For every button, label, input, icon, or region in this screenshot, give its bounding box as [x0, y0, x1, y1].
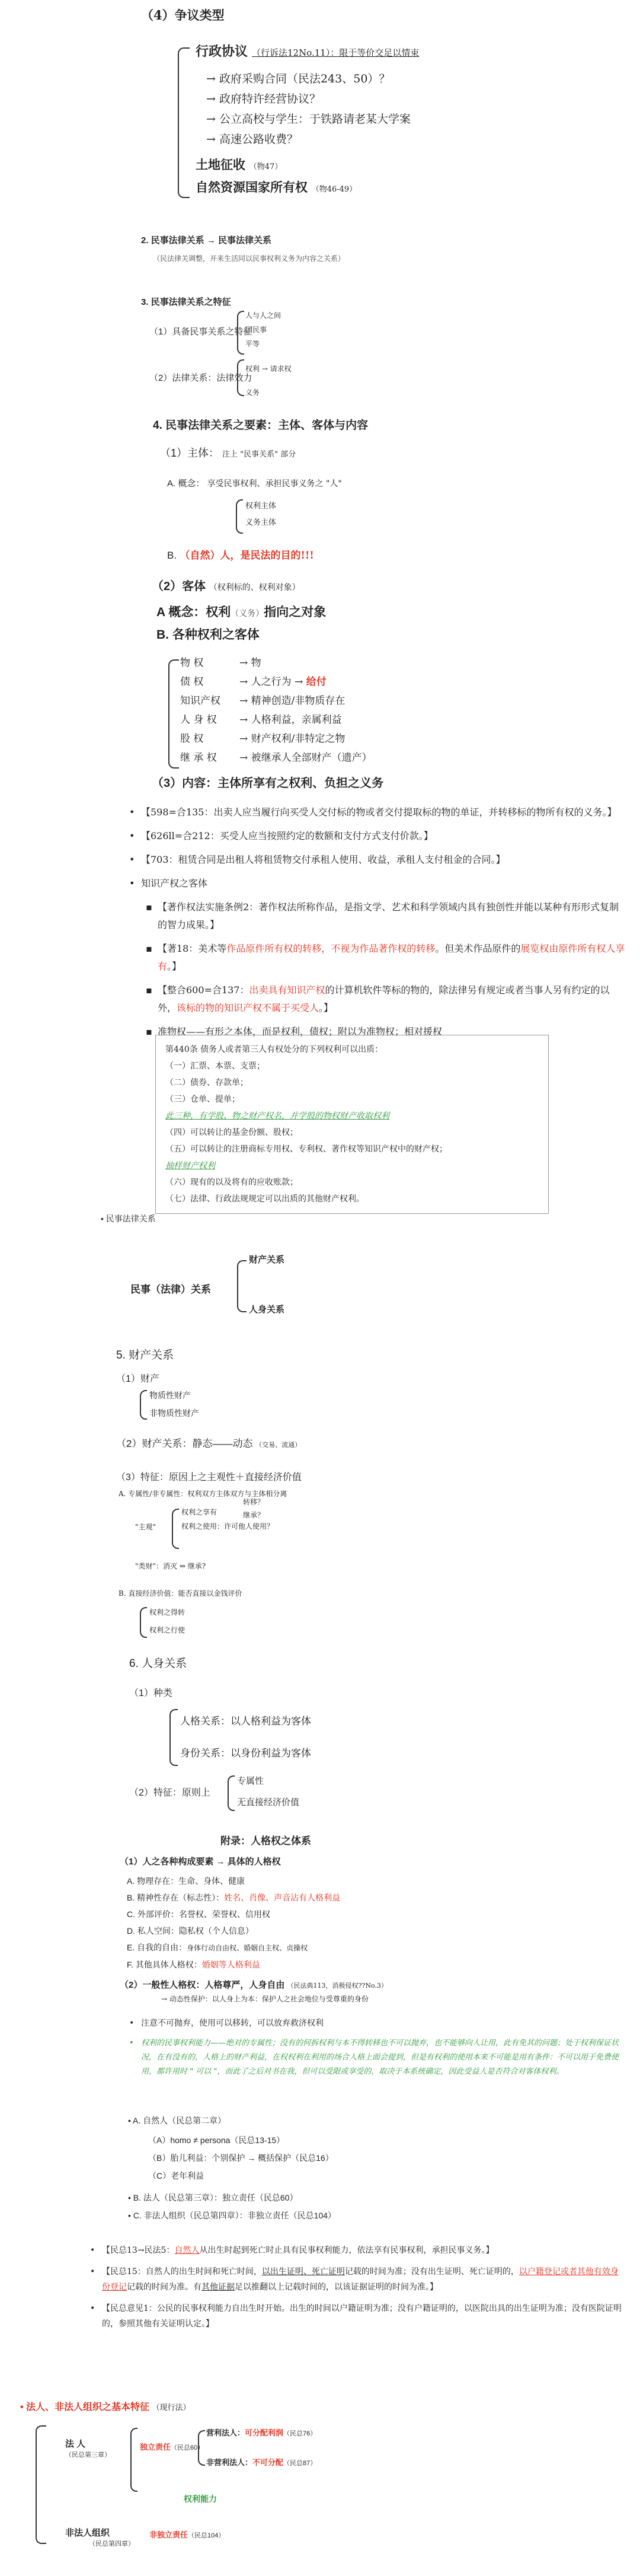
text: 足以推翻以上记载时间的，以该证据证明的时间为准。】: [235, 2282, 438, 2292]
admin-agreement-items: [206, 69, 411, 149]
subject-a-head: A. 自然人（民总第二章）: [133, 2116, 226, 2125]
subject-b-head: B. 法人（民总第三章）：独立责任（民总60）: [133, 2193, 298, 2202]
section-personality-rights: [0, 1826, 640, 2242]
list-item: 人格关系：以人格利益为客体: [180, 1716, 311, 1727]
right-name: 物 权: [180, 657, 204, 669]
right-name: 人 身 权: [180, 714, 217, 726]
brace: [168, 659, 179, 769]
economic-value-items: [149, 1603, 185, 1639]
subject-a: • A. 自然人（民总第二章）: [128, 2116, 226, 2125]
element-text: 身体行动自由权、婚姻自主权、贞操权: [187, 1944, 308, 1952]
subject-items: [245, 498, 276, 531]
list-item: （A）homo ≠ persona（民总13-15）: [148, 2135, 285, 2145]
article-head: 第440条 债务人或者第三人有权处分的下列权利可以出质：: [165, 1045, 383, 1054]
admin-agreement: 行政协议: [196, 44, 248, 59]
subject-b: • B. 法人（民总第三章）：独立责任（民总60）: [128, 2193, 298, 2202]
law-person: [65, 2437, 111, 2459]
list-item: 人与人之间: [245, 311, 281, 320]
text: 记载的时间为准。有: [127, 2282, 201, 2292]
article-annotation: 此三种，有学股、物之财产权名，并学股的物权财产收取权利: [165, 1111, 389, 1121]
section-title: 5. 财产关系: [116, 1349, 174, 1362]
element-row: [127, 1956, 340, 1973]
article-item: （五）可以转让的注册商标专用权、专利权、著作权等知识产权中的财产权；: [165, 1144, 447, 1154]
text-note: （民总76）: [283, 2430, 317, 2437]
for-profit: [206, 2427, 316, 2438]
non-profit: [206, 2456, 316, 2467]
exclusivity-left-2: "类财"：消灭 ⇔ 继承?: [135, 1562, 206, 1570]
section-dispute-types: [0, 0, 640, 196]
section-elements: [0, 415, 640, 795]
general-note: （民法典113，消极侵权??No.3）: [287, 1982, 388, 1990]
brace: [236, 499, 243, 534]
admin-agreement-note: （行诉法12No.11）：限于等价交足以情束: [252, 47, 420, 58]
kinds-label: （1）种类: [129, 1688, 172, 1698]
purpose-label: B.: [167, 550, 177, 561]
concept-label: A. 概念：: [167, 479, 205, 489]
section-civil-relation: [0, 225, 640, 415]
feature-2-items: [245, 357, 292, 404]
general-sub: → 动态性保护：以人身上为本：保护人之社会地位与受尊重的身份: [161, 1995, 369, 2003]
highlight: 作品原件所有权的转移，不视为作品著作权的转移: [226, 943, 436, 954]
property-relation-row: [116, 1435, 301, 1450]
section-property-relation: [0, 1340, 640, 1649]
element-text: 姓名、肖像、声音沾有人格利益: [224, 1893, 341, 1902]
ip-object-list: [145, 898, 626, 1041]
right-object: → 物: [239, 657, 261, 669]
list-item: • 【民总意见1：公民的民事权利能力自出生时开始。出生的时间以户籍证明为准；没有户籍证明的，以医院出具的出生证明为准；没有医院证明的，参照其他有关证明认定。】: [89, 2301, 622, 2332]
text: 记载的时间为准；没有出生证明、死亡证明的，: [344, 2267, 519, 2277]
right-object: → 被继承人全部财产（遗产）: [239, 752, 372, 764]
list-item: 无直接经济价值: [237, 1797, 300, 1807]
right-object: → 精神创造/非物质存在: [239, 695, 345, 707]
element-label: C. 外部评价：: [127, 1909, 179, 1919]
list-item: ▪ 准物权——有形之本体，而是权利，债权；附以为准物权；相对援权: [145, 1023, 626, 1041]
text: 独立责任: [140, 2443, 171, 2451]
section-pledge-article: [0, 1035, 640, 1331]
diagram-branch-top: 财产关系: [249, 1254, 285, 1265]
title-note: （现行法）: [152, 2403, 191, 2412]
list-item: 国民事: [245, 326, 267, 334]
statute-list: [128, 804, 626, 892]
brace: [237, 359, 244, 396]
object-note: （权利标的、权利对象）: [209, 583, 300, 592]
list-item: → 高速公路收费？: [206, 133, 298, 146]
subject-c-head: C. 非法人组织（民总第四章）：非独立责任（民总104）: [133, 2211, 337, 2220]
diagram-root: 民事（法律）关系: [130, 1284, 211, 1296]
capacity-label: 权利能力: [184, 2494, 217, 2504]
element-row: [127, 1923, 340, 1939]
element-text: 生命、身体、健康: [178, 1876, 245, 1886]
list-item: → 政府采购合同（民法243、50）？: [206, 72, 391, 85]
highlight: 不可分配: [252, 2458, 284, 2467]
object-concept: A 概念：权利: [156, 605, 231, 619]
heading-2: 2. 民事法律关系 → 民事法律关系: [141, 235, 272, 246]
right-object: → 人格利益，亲属利益: [239, 714, 342, 726]
right-object-highlight: 给付: [306, 676, 327, 688]
concept-text: 享受民事权利、承担民事义务之 "人": [207, 479, 342, 489]
brace: [172, 1509, 179, 1549]
right-name: 股 权: [180, 733, 204, 745]
list-item: ▪ 【著作权法实施条例2：著作权法所称作品，是指文学、艺术和科学领域内具有独创性并能以某种有形形式复制的智力成果。】: [145, 898, 626, 934]
section-personal-relation: [0, 1654, 640, 1821]
list-item: → 政府特许经营协议？: [206, 93, 321, 106]
subject-a-items: [148, 2131, 334, 2185]
object-label: （2）客体: [152, 580, 206, 593]
section-title: 附录：人格权之体系: [220, 1835, 311, 1847]
heading-2-note: （民法律关调整，开来生活同以民事权利义务为内容之关系）: [153, 254, 345, 263]
mini-heading: • 民事法律关系: [101, 1214, 156, 1223]
quote-list: [89, 2243, 622, 2332]
exclusivity-row: A. 专属性/非专属性：权利双方主体双方与主体相分离: [119, 1490, 287, 1498]
text: 营利法人：: [206, 2428, 245, 2437]
section-title: （4）争议类型: [141, 8, 225, 23]
object-concept-end: 指向之对象: [264, 605, 327, 619]
right-object: → 人之行为 →: [239, 676, 303, 688]
general-label: （2）一般性人格权：人格尊严，人身自由: [120, 1980, 285, 1990]
list-item: 权利主体: [245, 502, 277, 511]
section-civil-code-quotes: [0, 2243, 640, 2385]
property-relation-note: （交易、流通）: [255, 1441, 302, 1449]
right-row: [180, 672, 372, 691]
elements-list: [127, 1873, 340, 1973]
element-row: [127, 1873, 340, 1889]
list-item: 权利之行使: [149, 1626, 185, 1634]
right-object: → 财产权利/非特定之物: [239, 733, 345, 745]
article-item: （六）现有的以及将有的应收账款；: [165, 1178, 298, 1187]
text: 【著18：美术等: [158, 943, 227, 954]
land-label: 土地征收: [196, 157, 245, 172]
highlight: 出卖具有知识产权: [249, 984, 325, 996]
list-item: • 【626ll=合212：买受人应当按照约定的数额和支付方式支付价款。】: [128, 827, 626, 845]
diagram-branch-bottom: 人身关系: [249, 1304, 285, 1315]
non-legal-org: [65, 2526, 135, 2548]
text-note: （民总87）: [283, 2460, 317, 2467]
element-label: E. 自我的自由：: [127, 1943, 187, 1952]
purpose-row: [167, 547, 314, 562]
text: 。】: [167, 961, 182, 972]
list-item: → 公立高校与学生：于铁路请老某大学案: [206, 113, 411, 126]
text: 。】: [319, 1002, 334, 1013]
text: 【民总15：自然人的出生时间和死亡时间，: [102, 2267, 262, 2277]
property-label: （1）财产: [116, 1374, 159, 1384]
list-item: 平等: [245, 340, 260, 348]
subject-row: [160, 445, 296, 460]
highlight: 展览权由原件所有权人享有: [158, 943, 625, 972]
text: 从出生时起到死亡时止具有民事权利能力，依法享有民事权利，承担民事义务。】: [199, 2246, 494, 2255]
element-text: 婚姻等人格利益: [201, 1960, 260, 1969]
object-row: [152, 576, 300, 594]
right-row: [180, 653, 372, 672]
list-item: [145, 981, 626, 1017]
underline: 其他证据: [201, 2282, 235, 2292]
right-name: 债 权: [180, 676, 204, 688]
article-item: （四）可以转让的基金份额、股权；: [165, 1128, 298, 1137]
purpose-text: （自然）人，是民法的目的!!!: [180, 550, 314, 562]
subject-label: （1）主体：: [160, 447, 220, 459]
list-item: • 【703：租赁合同是出租人将租赁物交付承租人使用、收益，承租人支付租金的合同。】: [128, 851, 626, 869]
brace: [198, 2430, 205, 2466]
subject-note: 注上 "民事关系" 部分: [222, 450, 296, 459]
list-item: • 知识产权之客体: [128, 875, 626, 892]
element-row: [127, 1939, 340, 1956]
non-legal-note: （民总第四章）: [89, 2540, 135, 2548]
list-item: 义务主体: [245, 518, 277, 527]
notes-list: [128, 2016, 620, 2079]
brace: [228, 1775, 235, 1811]
list-item: • 【598=合135：出卖人应当履行向买受人交付标的物或者交付提取标的物的单证，并转移标的物所有权的义务。】: [128, 804, 626, 821]
object-concept-mid: （义务）: [231, 608, 264, 618]
brace: [237, 311, 244, 355]
list-item: • 注意不可抛弃，使用可以移转，可以放弃救济权利: [128, 2016, 620, 2030]
highlight: 以户籍登记或者其他有效身份登记: [102, 2267, 619, 2292]
admin-agreement-row: [196, 42, 419, 60]
article-item: （一）汇票、本票、支票；: [165, 1061, 265, 1071]
list-item: 专属性: [237, 1776, 264, 1786]
element-text: 隐私权（个人信息）: [178, 1926, 254, 1936]
independent-liability: [140, 2441, 204, 2452]
right-row: [180, 729, 372, 748]
elements-heading: （1）人之各种构成要素 → 具体的人格权: [120, 1857, 281, 1867]
section-legal-person: [0, 2390, 640, 2576]
text: 【整合600=合137：: [158, 984, 249, 996]
list-item: [89, 2264, 622, 2295]
right-row: [180, 691, 372, 710]
text-note: （民总60）: [171, 2444, 204, 2451]
element-label: F. 其他具体人格权：: [127, 1960, 202, 1969]
subject-c: • C. 非法人组织（民总第四章）：非独立责任（民总104）: [128, 2211, 337, 2220]
section-statutes: [0, 804, 640, 1037]
list-item: 身份关系：以身份利益为客体: [180, 1748, 311, 1759]
general-row: [120, 1978, 388, 1991]
list-item: 权利之使用：许可他人使用？: [181, 1522, 274, 1531]
article-item: （三）仓单、提单；: [165, 1095, 240, 1104]
law-person-label: 法 人: [65, 2439, 86, 2449]
non-independent: [149, 2529, 225, 2540]
feature-1-items: [245, 308, 281, 351]
element-text: 名誉权、荣誉权、信用权: [178, 1909, 270, 1919]
highlight: 该标的物的知识产权不属于买受人: [177, 1002, 319, 1013]
list-item: 继承？: [243, 1511, 265, 1519]
brace: [237, 1260, 247, 1312]
brace: [130, 2428, 137, 2492]
rights-table: [180, 653, 372, 767]
feature-1: （1）具备民事关系之特征: [149, 327, 252, 337]
economic-value-row: B. 直接经济价值：能否直接以金钱评价: [119, 1589, 242, 1598]
right-name: 继 承 权: [180, 752, 217, 764]
list-item: • 权利的民事权利能力——绝对的专属性；没有的何拆权利与本不得转移也不可以抛弃，也不能够向人让用，此有免其的问题；处于权利保证状况，在有没有的，人格上的财产利益，在权权利在利用的场合人格上面会提到，但是有权利的使用本来不可能是用有条件：不可以用于免费使用，都许用时 " 可以 "，而此了之后对书在我，但可以受限或享受的，取决于本系统确定，因此受益人是否符合对客体权利。: [128, 2036, 620, 2079]
brace: [140, 1607, 147, 1638]
mini-heading-text: 民事法律关系: [105, 1214, 156, 1223]
article-440-box: [155, 1035, 549, 1214]
article-annotation: 抽样财产权利: [165, 1161, 215, 1171]
exclusivity-left: "主观": [135, 1523, 156, 1531]
list-item: [145, 940, 626, 975]
list-item: （C）老年利益: [148, 2171, 204, 2180]
natural-note: （物46-49）: [311, 185, 357, 194]
list-item: 权利之享有: [181, 1508, 217, 1516]
content-row: （3）内容：主体所享有之权利、负担之义务: [152, 777, 384, 790]
text: 的计算机软件等标的物的，除法律另有规定或者当事人另有约定的以外，: [158, 984, 610, 1013]
brace: [36, 2425, 46, 2544]
text: 非独立责任: [149, 2530, 188, 2539]
legal-person-title: • 法人、非法人组织之基本特征 （现行法）: [20, 2402, 191, 2412]
list-item: 转移？: [243, 1498, 265, 1506]
land-note: （物47）: [249, 162, 283, 171]
list-item: 义务: [245, 388, 260, 397]
feature-label: （2）特征：原则上: [129, 1788, 210, 1798]
right-name: 知识产权: [180, 695, 220, 707]
object-kinds-title: B. 各种权利之客体: [156, 628, 260, 642]
brace: [169, 1709, 178, 1766]
heading-3: 3. 民事法律关系之特征: [141, 297, 231, 307]
non-legal-label: 非法人组织: [65, 2528, 110, 2538]
object-concept-row: [156, 602, 326, 620]
text-note: （民总104）: [188, 2532, 225, 2539]
title-text: 法人、非法人组织之基本特征: [26, 2402, 150, 2412]
right-row: [180, 710, 372, 729]
highlight: 可分配利润: [245, 2428, 284, 2437]
natural-label: 自然资源国家所有权: [196, 180, 308, 195]
text: 非营利法人：: [206, 2458, 253, 2467]
element-label: A. 物理存在：: [127, 1876, 179, 1886]
feature-items: [237, 1771, 299, 1813]
list-item: [89, 2243, 622, 2258]
section-title: 4. 民事法律关系之要素：主体、客体与内容: [153, 419, 369, 432]
text: 【民总13→民法5：: [102, 2246, 175, 2255]
feature-2: （2）法律关系：法律效力: [149, 373, 252, 383]
natural-row: [196, 178, 357, 196]
element-row: [127, 1889, 340, 1906]
highlight: 自然人: [174, 2246, 200, 2255]
feature-label: （3）特征：原因上之主观性＋直接经济价值: [116, 1472, 302, 1483]
element-label: D. 私人空间：: [127, 1926, 179, 1936]
element-row: [127, 1906, 340, 1923]
list-item: 权利之得转: [149, 1608, 185, 1617]
brace: [178, 47, 190, 198]
text: 。但美术作品原件的: [435, 943, 521, 954]
list-item: 物质性财产: [149, 1391, 191, 1400]
law-person-note: （民总第三章）: [65, 2451, 111, 2459]
exclusivity-sub: [243, 1496, 264, 1522]
article-item: （七）法律、行政法规规定可以出质的其他财产权利。: [165, 1194, 364, 1204]
underline: 以出生证明、死亡证明: [261, 2267, 345, 2277]
list-item: 权利 → 请求权: [245, 365, 292, 373]
article-item: （二）债券、存款单；: [165, 1078, 248, 1088]
kinds-items: [180, 1705, 311, 1770]
element-label: B. 精神性存在（标志性）：: [127, 1893, 225, 1902]
concept-row: [167, 477, 342, 489]
land-row: [196, 155, 282, 173]
list-item: （B）胎儿利益：个别保护 → 概括保护（民总16）: [148, 2153, 334, 2163]
property-items: [149, 1386, 199, 1422]
brace: [140, 1390, 147, 1420]
property-relation-label: （2）财产关系：静态——动态: [116, 1438, 253, 1449]
list-item: 非物质性财产: [149, 1408, 199, 1418]
right-row: [180, 748, 372, 767]
section-title: 6. 人身关系: [129, 1657, 187, 1670]
